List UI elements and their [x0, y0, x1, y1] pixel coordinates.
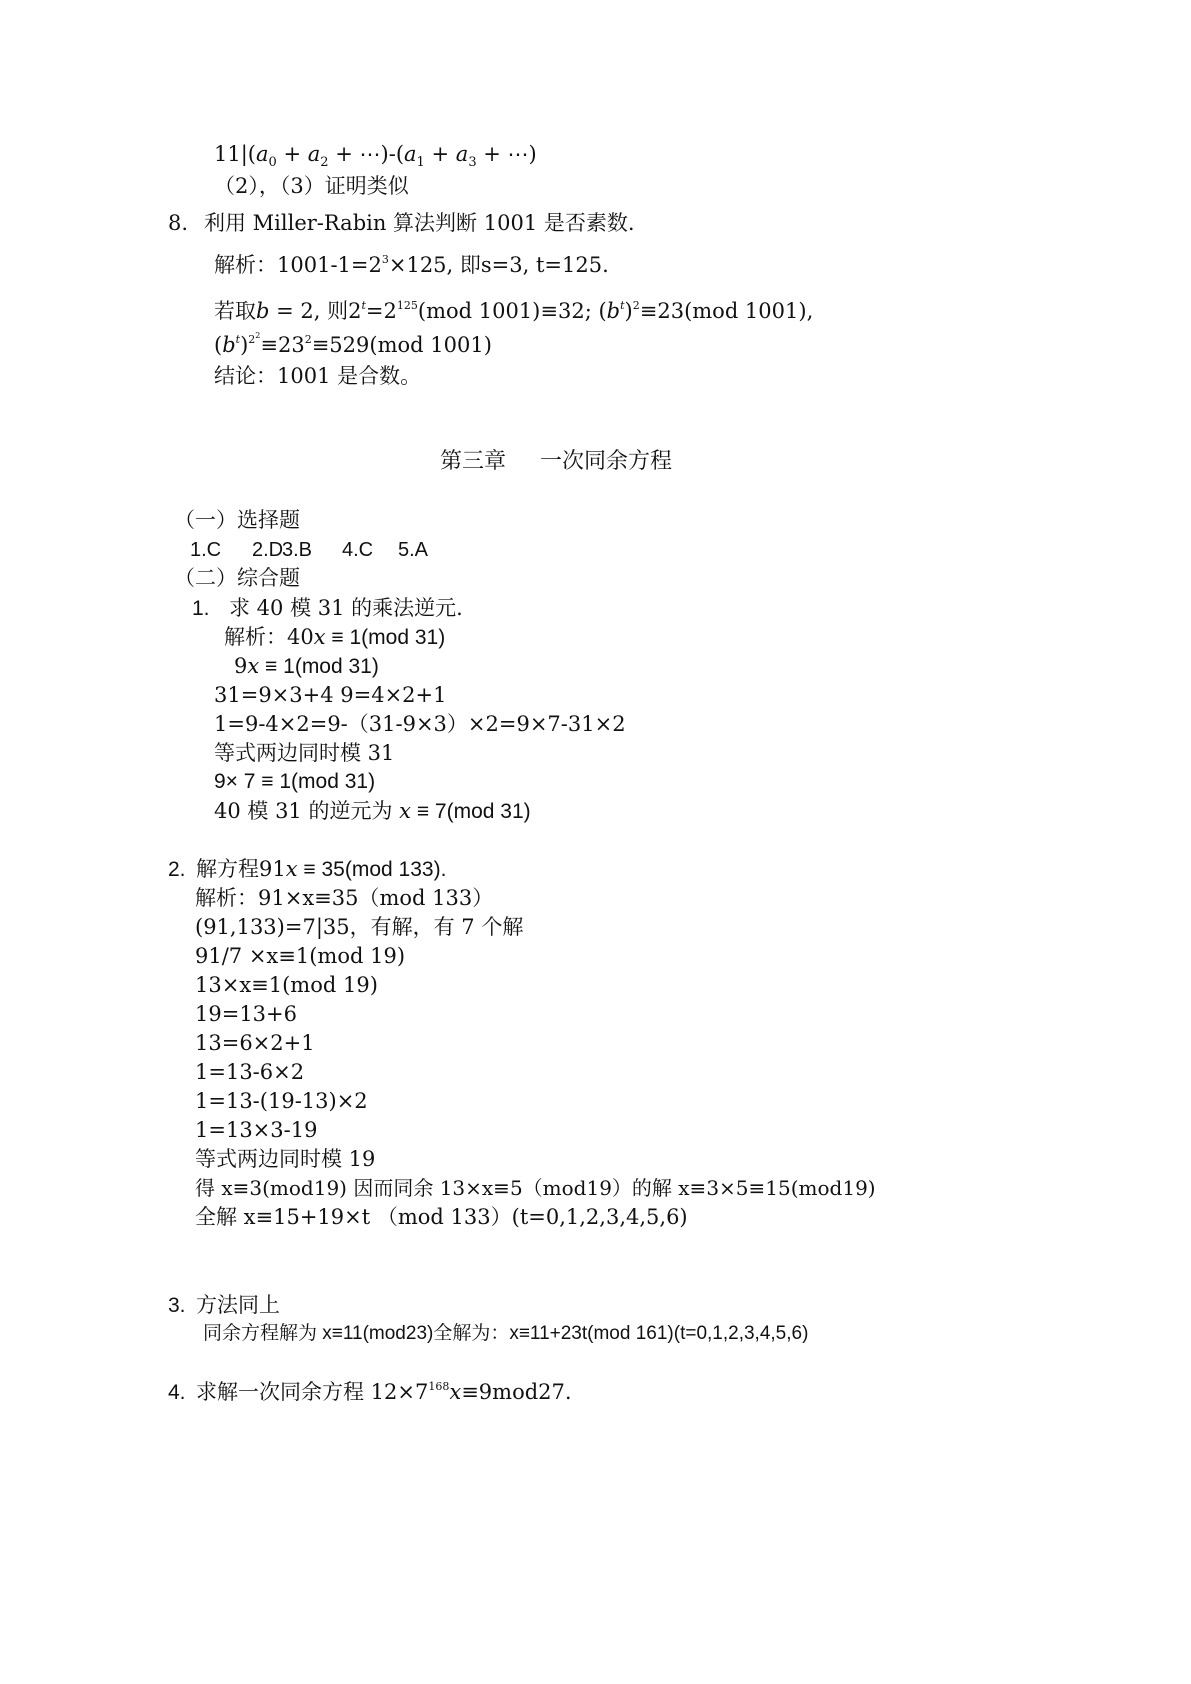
- text: 40 模 31 的逆元为: [214, 799, 400, 823]
- problem-2: [168, 855, 446, 884]
- p2-line: 19=13+6: [195, 1002, 297, 1026]
- superscript: 2: [248, 333, 256, 346]
- text: ≡23: [260, 333, 305, 357]
- superscript: 2: [255, 331, 261, 340]
- var-x: x: [399, 799, 411, 823]
- superscript: 2: [632, 299, 640, 312]
- p1-line-3: 31=9×3+4 9=4×2+1: [214, 683, 447, 707]
- p2-line: 解析：91×x≡35（mod 133）: [195, 886, 494, 910]
- text-paren: ): [240, 333, 249, 357]
- text: ≡ 7(mod 31): [411, 800, 531, 823]
- problem-4: [168, 1378, 572, 1407]
- subscript: 0: [268, 155, 277, 170]
- text: 解方程91: [196, 857, 286, 881]
- section-choice: （一）选择题: [174, 508, 300, 532]
- q8-solution-line-3: [214, 331, 492, 359]
- text: ≡ 1(mod 31): [325, 626, 446, 649]
- text: 解析：1001-1=2: [214, 253, 382, 277]
- superscript-t: t: [235, 333, 241, 346]
- var-x: x: [247, 654, 260, 678]
- answer-item: 3.B: [282, 539, 313, 561]
- p1-line-4: 1=9-4×2=9-（31-9×3）×2=9×7-31×2: [214, 712, 626, 736]
- section-comprehensive: （二）综合题: [174, 566, 300, 590]
- p2-line: 13=6×2+1: [195, 1031, 315, 1055]
- superscript: 125: [396, 299, 418, 312]
- answer-item: 1.C: [190, 539, 222, 561]
- var-b: b: [222, 333, 236, 357]
- var-a: a: [307, 142, 321, 166]
- p2-line: 1=13-(19-13)×2: [195, 1089, 368, 1113]
- subscript: 2: [320, 155, 329, 170]
- superscript: 3: [381, 253, 389, 266]
- text-plus: +: [424, 142, 456, 166]
- answer-item: 5.A: [398, 539, 429, 561]
- p2-line: 得 x≡3(mod19) 因而同余 13×x≡5（mod19）的解 x≡3×5≡15(mod19): [195, 1176, 876, 1200]
- text: =2: [365, 299, 397, 323]
- question-number: 1.: [192, 597, 210, 620]
- superscript: 168: [428, 1380, 450, 1393]
- p1-line-2: [234, 652, 379, 681]
- problem-3: [168, 1291, 280, 1320]
- text-tail: + ⋯): [476, 142, 537, 166]
- q8-conclusion: 结论：1001 是合数。: [214, 364, 422, 388]
- answer-item: 2.D: [252, 539, 284, 561]
- text: ≡529(mod 1001): [311, 333, 492, 357]
- superscript-t: t: [361, 299, 366, 312]
- question-text: 方法同上: [196, 1293, 280, 1317]
- text: ≡23(mod 1001),: [639, 299, 814, 323]
- text: ≡9mod27.: [461, 1380, 572, 1404]
- line-proof-similar: （2），（3）证明类似: [214, 174, 409, 198]
- question-number: 3.: [168, 1294, 186, 1317]
- text: 解析：40: [224, 625, 314, 649]
- question-number: 8.: [168, 211, 189, 235]
- p2-line: (91,133)=7|35，有解，有 7 个解: [195, 915, 524, 939]
- p2-line: 等式两边同时模 19: [195, 1147, 376, 1171]
- text: 则2: [320, 299, 362, 323]
- subscript: 3: [468, 155, 477, 170]
- var-a: a: [404, 142, 417, 166]
- p3-line: 同余方程解为 x≡11(mod23)全解为：x≡11+23t(mod 161)(t=0,1,2,3,4,5,6): [203, 1323, 809, 1344]
- text: ×125, 即s=3, t=125.: [388, 253, 609, 277]
- text-paren: (: [598, 299, 607, 323]
- question-8: [168, 209, 635, 237]
- p1-line-6: 9× 7 ≡ 1(mod 31): [214, 770, 376, 793]
- problem-1: [192, 594, 463, 623]
- answer-item: 4.C: [342, 539, 374, 561]
- question-text: 利用 Miller-Rabin 算法判断 1001 是否素数.: [204, 211, 635, 235]
- question-text: 求 40 模 31 的乘法逆元.: [229, 596, 463, 620]
- var-x: x: [285, 857, 298, 881]
- chapter-number: 第三章: [440, 449, 507, 474]
- var-x: x: [313, 625, 326, 649]
- var-x: x: [449, 1380, 462, 1404]
- p2-line: 91/7 ×x≡1(mod 19): [195, 944, 406, 968]
- var-a: a: [455, 142, 469, 166]
- text: 若取: [214, 299, 256, 323]
- p1-line-7: [214, 797, 531, 826]
- text-tail: + ⋯): [328, 142, 389, 166]
- line-divisibility: [214, 140, 537, 168]
- text-minus: -(: [388, 142, 405, 166]
- var-a: a: [256, 142, 269, 166]
- text-paren: (: [214, 333, 223, 357]
- question-number: 4.: [168, 1381, 186, 1404]
- text: ≡ 1(mod 31): [259, 655, 379, 678]
- p2-line: 全解 x≡15+19×t （mod 133）(t=0,1,2,3,4,5,6): [195, 1205, 688, 1229]
- chapter-name: 一次同余方程: [540, 449, 673, 474]
- subscript: 1: [416, 155, 425, 170]
- p2-line: 1=13-6×2: [195, 1060, 305, 1084]
- text: 求解一次同余方程 12×7: [196, 1380, 429, 1404]
- text: = 2,: [269, 299, 321, 323]
- superscript-nested: [248, 333, 260, 346]
- text: ≡ 35(mod 133).: [297, 858, 447, 881]
- superscript: 2: [304, 333, 312, 346]
- text-paren: ): [624, 299, 633, 323]
- text: 9: [234, 654, 248, 678]
- q8-solution-line-2: [214, 297, 813, 325]
- question-number: 2.: [168, 858, 186, 881]
- text-prefix: 11|: [214, 142, 248, 166]
- text-plus: +: [276, 142, 308, 166]
- text: (mod 1001)≡32;: [417, 299, 592, 323]
- p2-line: 1=13×3-19: [195, 1118, 318, 1142]
- superscript-t: t: [620, 299, 625, 312]
- text-paren: (: [247, 142, 256, 166]
- var-b: b: [256, 299, 270, 323]
- answer-list: [190, 536, 428, 564]
- p1-line-1: [224, 623, 445, 652]
- p2-line: 13×x≡1(mod 19): [195, 973, 378, 997]
- var-b: b: [606, 299, 621, 323]
- q8-solution-line-1: [214, 251, 609, 279]
- chapter-title: [440, 448, 672, 476]
- p1-line-5: 等式两边同时模 31: [214, 741, 395, 765]
